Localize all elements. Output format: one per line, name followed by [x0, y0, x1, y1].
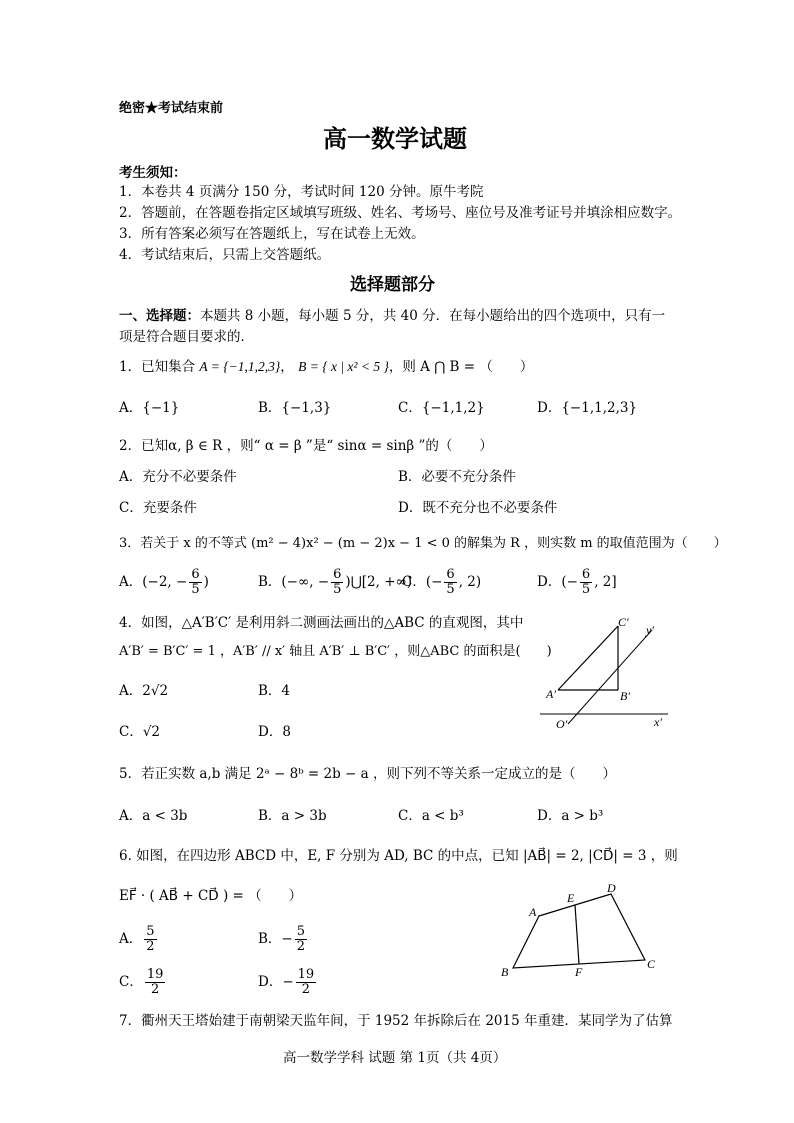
q6-figure: [495, 880, 665, 980]
label-b: B′: [620, 689, 630, 703]
q6-option-c-frac: [145, 968, 166, 997]
label-f: F: [575, 965, 583, 979]
q6-line-1: 6. 如图，在四边形 ABCD 中，E, F 分别为 AD, BC 的中点，已知 |AB⃗| = 2, |CD⃗| = 3 ，则: [119, 848, 678, 864]
label-e: E: [567, 891, 575, 905]
q3-option-a-pre: A．(−2, −: [119, 574, 188, 590]
segment-ac: [558, 626, 618, 690]
q3-option-a-post: ): [203, 574, 209, 590]
frac-den: 2: [146, 939, 155, 954]
q5-option-d: D．a > b³: [537, 808, 604, 824]
frac-den: 5: [446, 582, 455, 597]
q4-option-d: D．8: [258, 724, 291, 740]
q3-option-d-frac: [580, 568, 592, 597]
q4-option-b: B．4: [258, 683, 291, 699]
page-title: 高一数学试题: [323, 124, 467, 153]
y-axis: [568, 630, 652, 724]
q6-option-b: [258, 922, 309, 956]
q1-set-a: A = {−1,1,2,3}: [199, 359, 281, 374]
label-x: x′: [654, 715, 662, 729]
q7-stem: 7．衢州天王塔始建于南朝梁天监年间，于 1952 年拆除后在 2015 年重建．某同学为了估算: [119, 1013, 673, 1029]
q2-option-d: D．既不充分也不必要条件: [398, 500, 558, 516]
q3-option-c: [402, 566, 481, 598]
q2-option-a: A．充分不必要条件: [119, 469, 237, 485]
notice-heading: 考生须知：: [119, 165, 187, 181]
frac-den: 5: [333, 582, 342, 597]
q6-option-b-frac: [295, 925, 307, 954]
q3-stem: 3．若关于 x 的不等式 (m² − 4)x² − (m − 2)x − 1 < 0 的解集为 R ，则实数 m 的取值范围为（ ）: [119, 536, 727, 551]
q3-option-b-post: )⋃[2, +∞): [345, 574, 413, 590]
q3-option-c-frac: [444, 568, 456, 597]
notice-item-1: 1．本卷共 4 页满分 150 分，考试时间 120 分钟。原牛考院: [119, 184, 484, 200]
q4-line-2: A′B′ = B′C′ = 1 ，A′B′ // x′ 轴且 A′B′ ⊥ B′C′ ，则△ABC 的面积是( ): [119, 644, 552, 659]
frac-num: 6: [191, 567, 200, 582]
notice-item-4: 4．考试结束后，只需上交答题纸。: [119, 247, 331, 263]
q1-option-a: A．{−1}: [119, 400, 180, 416]
label-a: A: [529, 905, 537, 919]
section-intro-text: 本题共 8 小题，每小题 5 分，共 40 分．在每小题给出的四个选项中，只有一: [200, 308, 666, 324]
q5-stem: 5．若正实数 a,b 满足 2ᵃ − 8ᵇ = 2b − a ，则下列不等关系一定成立的是（ ）: [119, 766, 616, 782]
option-label: A．: [119, 931, 143, 947]
frac-num: 19: [297, 967, 315, 982]
q1-stem: 1．已知集合 A = {−1,1,2,3}， B = { x | x² < 5 }，则 A ⋂ B = （ ）: [119, 359, 534, 375]
q3-option-b-frac: [331, 568, 343, 597]
q1-option-d: D．{−1,1,2,3}: [537, 400, 638, 416]
frac-num: 5: [296, 924, 306, 939]
label-b: B: [501, 965, 509, 979]
secret-label: 绝密★考试结束前: [119, 101, 224, 116]
section-intro-cont: 项是符合题目要求的．: [119, 329, 254, 345]
q3-option-d: [537, 566, 617, 598]
segment-ef: [575, 905, 579, 964]
q1-option-b: B．{−1,3}: [258, 400, 332, 416]
q2-option-b: B．必要不充分条件: [398, 469, 516, 485]
label-a: A′: [546, 687, 556, 701]
q4-line-1: 4．如图，△A′B′C′ 是利用斜二测画法画出的△ABC 的直观图，其中: [119, 615, 524, 631]
option-label: D．−: [258, 974, 294, 990]
label-c: C: [647, 957, 656, 971]
q1-ask: ，则 A ⋂ B = （ ）: [388, 359, 534, 375]
q6-option-a: [119, 922, 159, 956]
page-footer: 高一数学学科 试题 第 1页（共 4页）: [283, 1050, 507, 1066]
notice-item-2: 2．答题前，在答题卷指定区域填写班级、姓名、考场号、座位号及准考证号并填涂相应数字。: [119, 205, 682, 221]
q2-stem: 2．已知α, β ∈ R ，则“ α = β ”是“ sinα = sinβ ”的（ ）: [119, 438, 493, 454]
frac-den: 2: [150, 982, 160, 997]
q3-option-a: [119, 566, 209, 598]
q3-option-d-pre: D．(−: [537, 574, 578, 590]
q1-set-b: B = { x | x² < 5 }: [298, 359, 389, 374]
q3-option-a-frac: [189, 568, 201, 597]
label-c: C′: [618, 615, 629, 629]
frac-den: 2: [296, 939, 306, 954]
q3-option-b-pre: B．(−∞, −: [258, 574, 330, 590]
label-o: O′: [556, 717, 568, 731]
label-y: y′: [646, 623, 654, 637]
q6-option-d: [258, 965, 318, 999]
q6-line-2: EF⃗ · ( AB⃗ + CD⃗ ) = （ ）: [119, 888, 303, 904]
q2-option-c: C．充要条件: [119, 500, 197, 516]
q4-figure: [530, 612, 680, 732]
frac-num: 6: [446, 567, 455, 582]
q3-option-c-pre: C．(−: [402, 574, 443, 590]
option-label: B．−: [258, 931, 293, 947]
frac-num: 19: [146, 967, 164, 982]
q4-option-a: A．2√2: [119, 683, 169, 699]
q6-option-d-frac: [296, 968, 317, 997]
section-intro-label: 一、选择题：: [119, 308, 200, 324]
q3-option-d-post: , 2]: [594, 574, 617, 590]
section-intro: [119, 307, 665, 325]
frac-num: 5: [146, 924, 155, 939]
frac-num: 6: [333, 567, 342, 582]
q3-option-c-post: , 2): [458, 574, 482, 590]
frac-num: 6: [581, 567, 591, 582]
frac-den: 5: [191, 582, 200, 597]
q5-option-a: A．a < 3b: [119, 808, 188, 824]
frac-den: 2: [301, 982, 311, 997]
q5-option-c: C．a < b³: [398, 808, 464, 824]
notice-item-3: 3．所有答案必须写在答题纸上，写在试卷上无效。: [119, 226, 425, 242]
q1-num: 1．已知集合: [119, 359, 196, 375]
q6-option-c: [119, 965, 167, 999]
label-d: D: [607, 881, 616, 895]
option-label: C．: [119, 974, 143, 990]
q4-option-c: C．√2: [119, 724, 161, 740]
q3-option-b: [258, 566, 412, 598]
q1-option-c: C．{−1,1,2}: [398, 400, 485, 416]
section-title: 选择题部分: [350, 275, 435, 295]
q6-option-a-frac: [144, 925, 156, 954]
q5-option-b: B．a > 3b: [258, 808, 327, 824]
frac-den: 5: [581, 582, 591, 597]
